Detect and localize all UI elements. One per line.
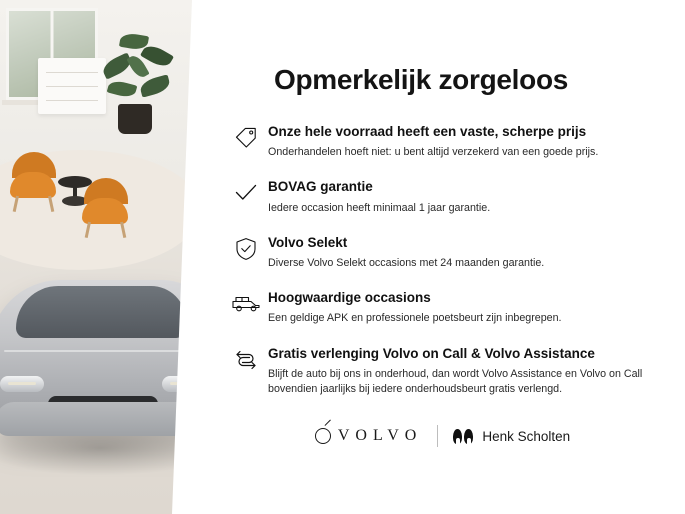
feature-list (224, 124, 674, 416)
dealer-name: Henk Scholten (482, 428, 571, 444)
feature-title: Volvo Selekt (268, 234, 348, 250)
arrows-exchange-icon (224, 346, 268, 373)
page-title: Opmerkelijk zorgeloos (274, 64, 569, 95)
car-shadow (0, 436, 200, 476)
dealer-logo (453, 429, 570, 444)
check-icon (224, 179, 268, 206)
tag-icon (224, 124, 268, 151)
feature-title: BOVAG garantie (268, 179, 373, 195)
footer-divider (437, 425, 438, 447)
list-item (224, 290, 674, 326)
photo-background (0, 0, 200, 514)
volvo-wordmark-text: VOLVO (337, 427, 423, 444)
cabinet (38, 58, 106, 114)
footer (200, 425, 685, 447)
volvo-car (0, 250, 200, 514)
car-headlight-left (0, 376, 44, 392)
plant-pot (118, 104, 152, 134)
feature-description: Blijft de auto bij ons in onderhoud, dan wordt Volvo Assistance en Volvo on Call bovendien jaarlijks bij iedere onderhoudsbeurt gratis verlengd. (268, 367, 643, 395)
feature-description: Iedere occasion heeft minimaal 1 jaar garantie. (268, 201, 491, 214)
car-bumper (0, 402, 200, 436)
volvo-logo (315, 427, 423, 445)
feature-description: Een geldige APK en professionele poetsbeurt zijn inbegrepen. (268, 312, 562, 325)
feature-text (268, 346, 674, 398)
feature-text (268, 235, 674, 271)
car-hood-line (4, 350, 200, 352)
car-icon (224, 290, 268, 315)
feature-title: Gratis verlenging Volvo on Call & Volvo Assistance (268, 345, 595, 361)
car-windshield (16, 286, 186, 338)
list-item (224, 346, 674, 398)
list-item (224, 179, 674, 215)
list-item (224, 124, 674, 160)
volvo-iron-mark-icon (315, 428, 331, 444)
feature-title: Onze hele voorraad heeft een vaste, scherpe prijs (268, 124, 587, 139)
feature-description: Onderhandelen hoeft niet: u bent altijd verzekerd van een goede prijs. (268, 146, 599, 159)
shield-check-icon (224, 235, 268, 262)
showroom-photo (0, 0, 200, 514)
feature-title: Hoogwaardige occasions (268, 290, 431, 306)
list-item (224, 235, 674, 271)
content-panel (200, 0, 685, 514)
feature-text (268, 179, 674, 215)
plant-leaves (100, 30, 174, 110)
feature-text (268, 124, 674, 160)
feature-description: Diverse Volvo Selekt occasions met 24 maanden garantie. (268, 256, 545, 269)
feature-text (268, 290, 674, 326)
dealer-mark-icon (453, 429, 475, 444)
side-table (58, 176, 92, 188)
